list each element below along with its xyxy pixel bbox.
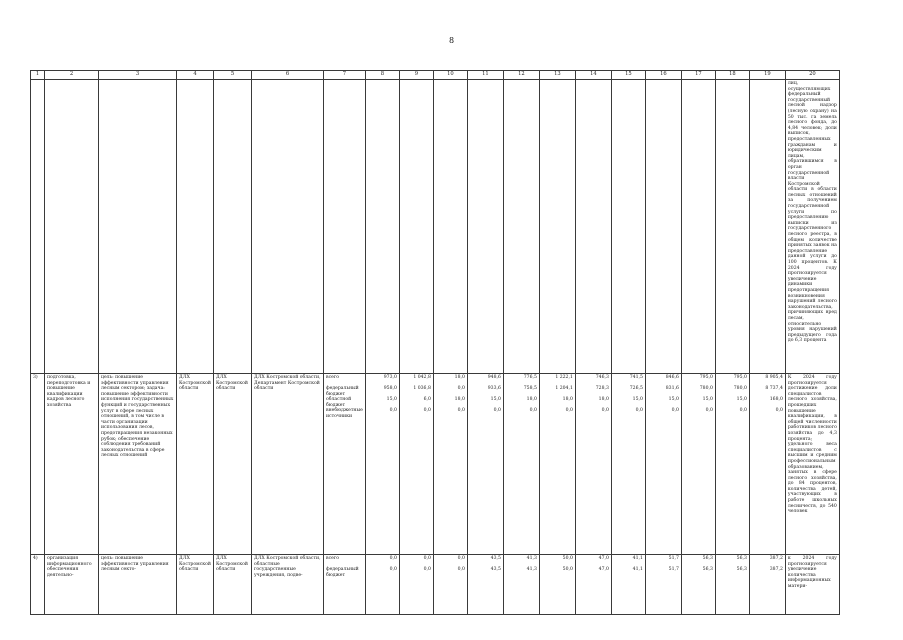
- value-cell: 776,5 758,5 18,0 0,0: [503, 374, 539, 555]
- column-number: 8: [365, 71, 399, 80]
- column-number: 14: [575, 71, 611, 80]
- value-cell: 1 222,1 1 204,1 18,0 0,0: [539, 374, 575, 555]
- value-cell: 0,0 0,0: [365, 555, 399, 615]
- row-number: 4): [31, 555, 45, 615]
- funding-sources: [323, 374, 365, 555]
- expected-results-cell: К 2024 году прогнозируется достижение доли специалистов лесного хозяйства, прошедших повышение квалификации, в общей численности работников лесного хозяйства до 4,3 процента; удельного веса специалистов с высшим и средним профессиональным образованием, занятых в сфере лесного хозяйства, до 84 процентов, количества детей, участвующих в работе школьных лесничеств, до 540 человек: [785, 374, 839, 555]
- value-cell: 0,0 0,0: [433, 555, 467, 615]
- column-number: 20: [785, 71, 839, 80]
- column-number: 13: [539, 71, 575, 80]
- source-label: всего: [325, 375, 340, 380]
- value-cell: 51,7 51,7: [645, 555, 681, 615]
- value-cell: 973,0 958,0 15,0 0,0: [365, 374, 399, 555]
- column-number: 19: [749, 71, 785, 80]
- executor-cell: ДЛХ Костромской области: [177, 374, 214, 555]
- row-number: 3): [31, 374, 45, 555]
- program-table: [30, 70, 840, 615]
- column-number: 16: [645, 71, 681, 80]
- goal-text: цель: повышение эффективности управления лесным сектором; задача: повышение эффективности исполнения государственных функций и государственных услуг в сфере лесных отношений, в том числе в части организации использования лесов, предотвращения незаконных рубок; обеспечение соблюдения требований законодательства в сфере лесных отношений: [99, 374, 177, 555]
- executor-cell: ДЛХ Костромской области: [213, 555, 251, 615]
- value-cell: 56,3 56,3: [681, 555, 715, 615]
- column-number: 5: [213, 71, 251, 80]
- column-number: 2: [45, 71, 99, 80]
- value-cell: 1 042,8 1 036,8 6,0 0,0: [399, 374, 433, 555]
- column-number: 7: [323, 71, 365, 80]
- value-cell: 795,0 780,0 15,0 0,0: [715, 374, 749, 555]
- column-number: 9: [399, 71, 433, 80]
- value-cell: 741,5 726,5 15,0 0,0: [611, 374, 645, 555]
- value-cell: 846,6 831,6 15,0 0,0: [645, 374, 681, 555]
- value-cell: 746,3 728,3 18,0 0,0: [575, 374, 611, 555]
- table-row: [31, 374, 840, 555]
- executor-cell: ДЛХ Костромской области: [177, 555, 214, 615]
- value-cell: 56,3 56,3: [715, 555, 749, 615]
- value-cell: 41,1 41,1: [611, 555, 645, 615]
- column-number: 17: [681, 71, 715, 80]
- table-row: [31, 80, 840, 374]
- source-label: внебюджетные источники: [325, 408, 363, 419]
- value-cell: 47,0 47,0: [575, 555, 611, 615]
- column-number: 11: [467, 71, 503, 80]
- value-cell: 18,0 0,0 18,0 0,0: [433, 374, 467, 555]
- expected-results-cell: к 2024 году прогнозируется увеличение количества информационных матери-: [785, 555, 839, 615]
- executor-cell: ДЛХ Костромской области: [213, 374, 251, 555]
- value-cell: 43,5 43,5: [467, 555, 503, 615]
- source-label: областной бюджет: [325, 397, 352, 408]
- source-label: всего: [325, 556, 340, 561]
- source-label: федеральный бюджет: [325, 386, 359, 397]
- participants-cell: ДЛХ Костромской области, областные государственные учреждения, подве-: [251, 555, 323, 615]
- total-cell: 8 905,4 8 737,4 168,0 0,0: [749, 374, 785, 555]
- source-label: федеральный бюджет: [325, 567, 359, 578]
- value-cell: 948,6 933,6 15,0 0,0: [467, 374, 503, 555]
- column-number: 18: [715, 71, 749, 80]
- column-number: 10: [433, 71, 467, 80]
- value-cell: 41,3 41,3: [503, 555, 539, 615]
- column-number: 3: [99, 71, 177, 80]
- page-number: 8: [448, 36, 455, 45]
- participants-cell: ДЛХ Костромской области, Департамент Костромской области: [251, 374, 323, 555]
- value-cell: 0,0 0,0: [399, 555, 433, 615]
- column-number: 15: [611, 71, 645, 80]
- column-number: 6: [251, 71, 323, 80]
- event-name: подготовка, переподготовка и повышение квалификации кадров лесного хозяйства: [45, 374, 99, 555]
- goal-text: цель: повышение эффективности управления лесным секто-: [99, 555, 177, 615]
- column-number: 12: [503, 71, 539, 80]
- table-row: [31, 555, 840, 615]
- value-cell: 50,0 50,0: [539, 555, 575, 615]
- column-number: 4: [177, 71, 214, 80]
- value-cell: 795,0 780,0 15,0 0,0: [681, 374, 715, 555]
- column-numbers-row: [31, 71, 840, 80]
- expected-results-cell: лиц, осуществляющих федеральный государственный лесной надзор (лесную охрану) на 50 тыс. га земель лесного фонда, до 4,84 человек; доли выписок, предоставленных гражданам и юридическим лицам, обратившимся в орган государственной власти Костромской области в области лесных отношений за получением государственной услуги по предоставлению выписки из государственного лесного реестра, в общем количестве принятых заявок на предоставление данной услуги до 100 процентов. К 2024 году прогнозируется увеличение динамики предотвращения возникновения нарушений лесного законодательства, причиняющих вред лесам, относительно уровня нарушений предыдущего года до 6,3 процента: [785, 80, 839, 374]
- column-number: 1: [31, 71, 45, 80]
- event-name: организация информационного обеспечения деятельно-: [45, 555, 99, 615]
- total-cell: 387,2 387,2: [749, 555, 785, 615]
- funding-sources: [323, 555, 365, 615]
